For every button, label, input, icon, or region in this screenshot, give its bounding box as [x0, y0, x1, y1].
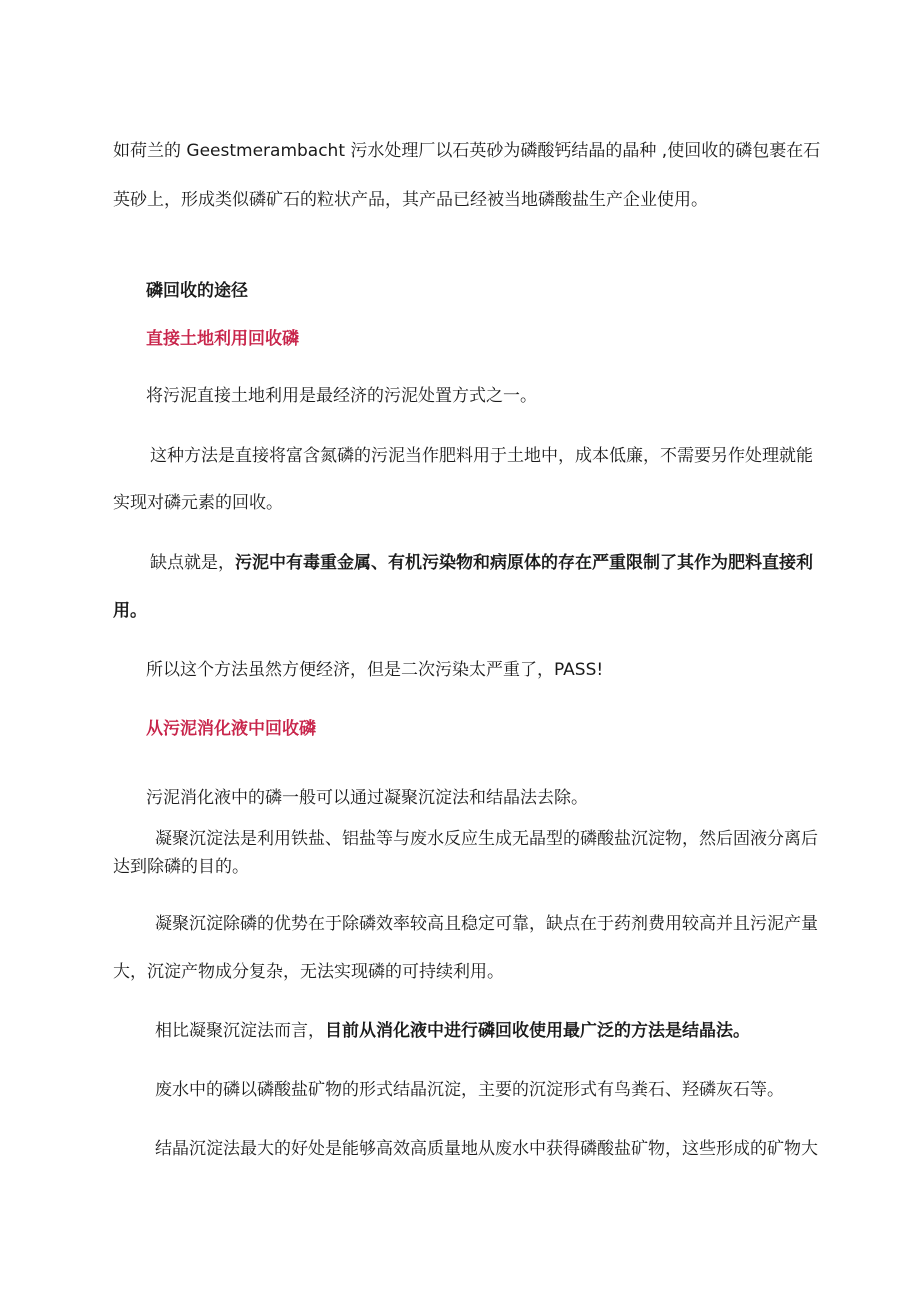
paragraph-digestion-4: [155, 1020, 750, 1042]
paragraph-digestion-1: 污泥消化液中的磷一般可以通过凝聚沉淀法和结晶法去除。: [146, 788, 588, 808]
paragraph-digestion-2-line-1: 凝聚沉淀法是利用铁盐、铝盐等与废水反应生成无晶型的磷酸盐沉淀物，然后固液分离后: [155, 829, 818, 849]
paragraph-direct-4: 所以这个方法虽然方便经济，但是二次污染太严重了，PASS!: [146, 660, 604, 680]
paragraph-direct-2-line-2: 实现对磷元素的回收。: [113, 493, 283, 513]
heading-digestion-liquid: 从污泥消化液中回收磷: [146, 719, 316, 739]
intro-line-2: 英砂上，形成类似磷矿石的粒状产品，其产品已经被当地磷酸盐生产企业使用。: [113, 190, 708, 210]
paragraph-digestion-3-line-1: 凝聚沉淀除磷的优势在于除磷效率较高且稳定可靠，缺点在于药剂费用较高并且污泥产量: [155, 914, 818, 934]
paragraph-digestion-5: 废水中的磷以磷酸盐矿物的形式结晶沉淀，主要的沉淀形式有鸟粪石、羟磷灰石等。: [155, 1080, 784, 1100]
paragraph-direct-3-line-1: [150, 552, 813, 574]
heading-direct-land-use: 直接土地利用回收磷: [146, 329, 299, 349]
comparison-emphasis: 目前从消化液中进行磷回收使用最广泛的方法是结晶法。: [325, 1021, 750, 1041]
paragraph-digestion-6-line-1: 结晶沉淀法最大的好处是能够高效高质量地从废水中获得磷酸盐矿物，这些形成的矿物大: [155, 1139, 818, 1159]
drawback-prefix: 缺点就是，: [150, 553, 235, 573]
paragraph-digestion-3-line-2: 大，沉淀产物成分复杂，无法实现磷的可持续利用。: [113, 962, 504, 982]
paragraph-direct-2-line-1: 这种方法是直接将富含氮磷的污泥当作肥料用于土地中，成本低廉，不需要另作处理就能: [150, 446, 813, 466]
section-title: 磷回收的途径: [146, 281, 248, 301]
paragraph-direct-3-line-2: 用。: [113, 601, 147, 621]
drawback-emphasis: 污泥中有毒重金属、有机污染物和病原体的存在严重限制了其作为肥料直接利: [235, 553, 813, 573]
intro-line-1: 如荷兰的 Geestmerambacht 污水处理厂以石英砂为磷酸钙结晶的晶种 ,使回收的磷包裹在石: [113, 141, 821, 161]
paragraph-digestion-2-line-2: 达到除磷的目的。: [113, 857, 249, 877]
paragraph-direct-1: 将污泥直接土地利用是最经济的污泥处置方式之一。: [146, 386, 537, 406]
comparison-prefix: 相比凝聚沉淀法而言，: [155, 1021, 325, 1041]
